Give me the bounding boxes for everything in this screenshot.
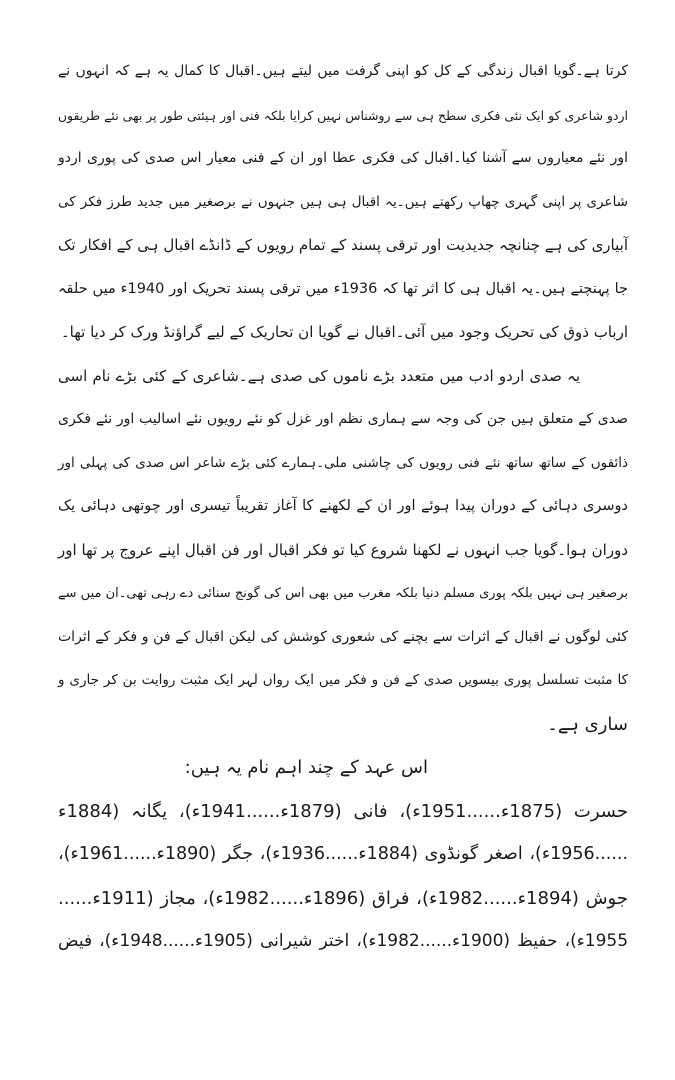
text-line: کا مثبت تسلسل پوری بیسویں صدی کے فن و فکر میں ایک رواں لہر ایک مثبت روایت بن کر جاری و: [58, 672, 628, 688]
text-line: برصغیر ہی نہیں بلکہ پوری مسلم دنیا بلکہ مغرب میں بھی اس کی گونج سنائی دے رہی تھی۔ان میں سے: [58, 586, 628, 601]
text-line: ارباب ذوق کی تحریک وجود میں آئی۔اقبال نے گویا ان تحاریک کے لیے گراؤنڈ ورک کر دیا تھا۔: [60, 323, 628, 341]
text-line: جا پہنچتے ہیں۔یہ اقبال ہی کا اثر تھا کہ 1936ء میں ترقی پسند تحریک اور 1940ء میں حلقہ: [58, 280, 629, 297]
text-line: اس عہد کے چند اہم نام یہ ہیں:: [184, 757, 428, 778]
text-line: دوران ہوا۔گویا جب انہوں نے لکھنا شروع کیا تو فکر اقبال اور فن اقبال اپنے عروج پر تھا اور: [58, 540, 628, 559]
text-line: کرتا ہے۔گویا اقبال زندگی کے کل کو اپنی گرفت میں لیتے ہیں۔اقبال کا کمال یہ ہے کہ انہوں نے: [58, 63, 628, 79]
text-line: صدی کے متعلق ہیں جن کی وجہ سے ہماری نظم اور غزل کو نئے رویوں نئے اسالیب اور نئے فکری: [58, 411, 628, 427]
text-line: دوسری دہائی کے دوران پیدا ہوئے اور ان کے لکھنے کا آغاز تقریباً تیسری اور چوتھی دہائی یک: [58, 498, 628, 514]
names-intro: [58, 746, 628, 790]
text-line: آبیاری کی ہے چنانچہ جدیدیت اور ترقی پسند کے تمام رویوں کے ڈانڈے اقبال ہی کے افکار تک: [58, 236, 628, 254]
text-line: ذائقوں کے ساتھ ساتھ نئے فنی رویوں کی چاشنی ملی۔ہمارے کئی بڑے شاعر اس صدی کی پہلی اور: [58, 454, 628, 471]
text-line: یہ صدی اردو ادب میں متعدد بڑے ناموں کی صدی ہے۔شاعری کے کئی بڑے نام اسی: [58, 366, 580, 385]
poets-line: ......1956ء)، اصغر گونڈوی (1884ء......1936ء)، جگر (1890ء......1961ء)،: [58, 844, 629, 864]
poets-line: 1955ء)، حفیظ (1900ء......1982ء)، اختر شیرانی (1905ء......1948ء)، فیض: [58, 931, 629, 951]
text-line: شاعری پر اپنی گہری چھاپ رکھتے ہیں۔یہ اقبال ہی ہیں جنہوں نے برصغیر میں جدید طرز فکر کی: [58, 193, 628, 210]
poets-line: حسرت (1875ء......1951ء)، فانی (1879ء......1941ء)، یگانہ (1884ء: [58, 800, 628, 822]
poets-line: جوش (1894ء......1982ء)، فراق (1896ء......1982ء)، مجاز (1911ء......: [58, 887, 628, 909]
text-line: اور نئے معیاروں سے آشنا کیا۔اقبال کی فکری عطا اور ان کے فنی معیار اس صدی کی پوری اردو: [58, 150, 628, 166]
text-line: کئی لوگوں نے اقبال کے اثرات سے بچنے کی شعوری کوشش کی لیکن اقبال کے فن و فکر کے اثرات: [58, 628, 628, 645]
poets-list: [58, 790, 628, 964]
document-page: [58, 50, 628, 964]
text-line: ساری ہے۔: [547, 713, 628, 735]
paragraph-century-names: [58, 355, 628, 747]
paragraph-iqbal-influence: [58, 50, 628, 355]
text-line: اردو شاعری کو ایک نئی فکری سطح ہی سے روشناس نہیں کرایا بلکہ فنی اور ہیئتی طور پر بھی نئے طریقوں: [57, 107, 628, 123]
